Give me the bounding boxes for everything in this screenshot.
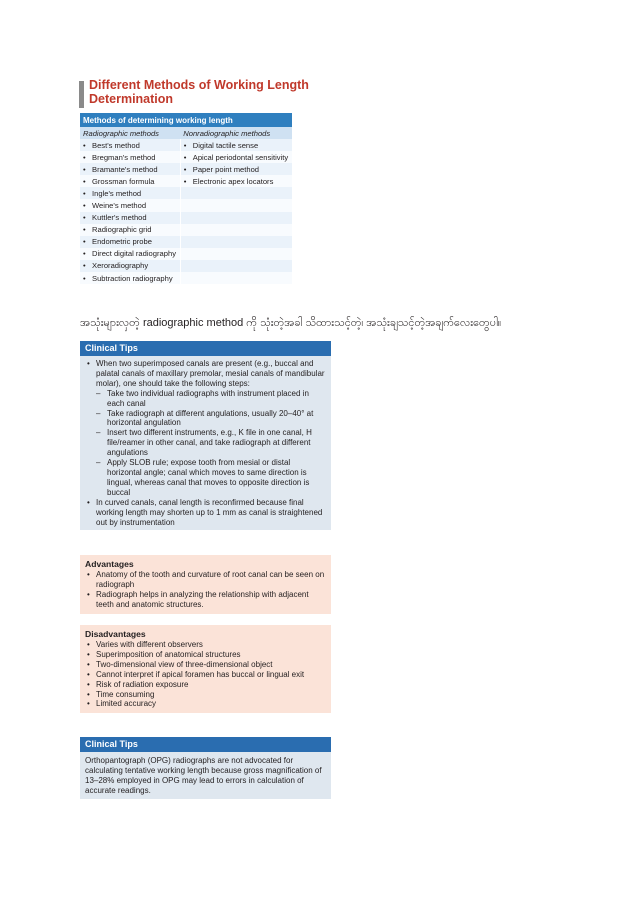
table-row bbox=[80, 236, 292, 248]
bullet-icon: • bbox=[83, 213, 86, 223]
dash-icon: – bbox=[96, 428, 101, 438]
bullet-icon: • bbox=[183, 164, 187, 174]
list-item-text: Time consuming bbox=[96, 689, 155, 699]
nonradiographic-method-cell bbox=[180, 212, 292, 224]
tip-text: Take radiograph at different angulations, usually 20–40° at horizontal angulation bbox=[107, 408, 314, 428]
method-name: Direct digital radiography bbox=[92, 249, 176, 259]
method-name: Digital tactile sense bbox=[192, 140, 259, 150]
list-item bbox=[85, 680, 326, 690]
disadvantages-box bbox=[80, 625, 331, 713]
table-row bbox=[80, 260, 292, 272]
nonradiographic-method-cell bbox=[180, 151, 292, 163]
clinical-tips-title: Clinical Tips bbox=[80, 341, 331, 356]
tip-text: When two superimposed canals are present (e.g., buccal and palatal canals of maxillary premolar, mesial canals of mandibular molar), one should take the following steps: bbox=[96, 359, 325, 388]
methods-table-title: Methods of determining working length bbox=[80, 113, 292, 127]
method-name: Endometric probe bbox=[92, 237, 152, 247]
list-item bbox=[85, 640, 326, 650]
bullet-icon: • bbox=[87, 699, 90, 709]
clinical-tips-box-1 bbox=[80, 341, 331, 530]
list-item bbox=[85, 660, 326, 670]
method-name: Grossman formula bbox=[92, 176, 155, 186]
bullet-icon: • bbox=[87, 589, 90, 599]
radiographic-method-cell bbox=[80, 248, 180, 260]
radiographic-method-cell bbox=[80, 236, 180, 248]
list-item bbox=[85, 699, 326, 709]
radiographic-method-cell bbox=[80, 212, 180, 224]
bullet-icon: • bbox=[83, 249, 86, 259]
sub-item bbox=[85, 428, 326, 458]
nonradiographic-method-cell bbox=[180, 260, 292, 272]
method-name: Best's method bbox=[92, 140, 140, 150]
method-name: Bramante's method bbox=[92, 164, 158, 174]
methods-table bbox=[80, 113, 292, 284]
sub-item bbox=[85, 458, 326, 498]
list-item-text: Cannot interpret if apical foramen has buccal or lingual exit bbox=[96, 669, 305, 679]
method-name: Ingle's method bbox=[92, 188, 142, 198]
section-heading-block bbox=[79, 79, 309, 109]
table-row bbox=[80, 212, 292, 224]
bullet-icon: • bbox=[83, 225, 86, 235]
table-row bbox=[80, 151, 292, 163]
col-header-nonradiographic: Nonradiographic methods bbox=[180, 127, 292, 139]
table-row bbox=[80, 187, 292, 199]
list-item bbox=[85, 590, 326, 610]
bullet-icon: • bbox=[83, 164, 86, 174]
method-name: Kuttler's method bbox=[92, 213, 147, 223]
bullet-icon: • bbox=[83, 237, 86, 247]
bullet-icon: • bbox=[87, 679, 90, 689]
bullet-icon: • bbox=[83, 201, 86, 211]
bullet-icon: • bbox=[83, 261, 86, 271]
nonradiographic-method-cell bbox=[180, 224, 292, 236]
method-name: Subtraction radiography bbox=[92, 273, 173, 283]
list-item bbox=[85, 570, 326, 590]
disadvantages-title: Disadvantages bbox=[85, 629, 146, 639]
table-row bbox=[80, 175, 292, 187]
bullet-icon: • bbox=[183, 176, 187, 186]
list-item bbox=[85, 690, 326, 700]
method-name: Bregman's method bbox=[92, 152, 156, 162]
bullet-icon: • bbox=[183, 152, 187, 162]
radiographic-method-cell bbox=[80, 151, 180, 163]
radiographic-method-cell bbox=[80, 199, 180, 211]
radiographic-method-cell bbox=[80, 163, 180, 175]
nonradiographic-method-cell bbox=[180, 163, 292, 175]
list-item-text: Superimposition of anatomical structures bbox=[96, 649, 241, 659]
list-item-text: Two-dimensional view of three-dimensional object bbox=[96, 659, 273, 669]
method-name: Electronic apex locators bbox=[192, 176, 274, 186]
bullet-icon: • bbox=[87, 669, 90, 679]
bullet-icon: • bbox=[87, 649, 90, 659]
list-item-text: Anatomy of the tooth and curvature of root canal can be seen on radiograph bbox=[96, 570, 325, 589]
dash-icon: – bbox=[96, 458, 101, 468]
method-name: Xeroradiography bbox=[92, 261, 149, 271]
list-item bbox=[85, 359, 326, 389]
tip-text: Apply SLOB rule; expose tooth from mesial or distal horizontal angle; canal which moves to same direction is lingual, whereas canal that moves to opposite direction is buccal bbox=[107, 458, 310, 497]
advantages-box bbox=[80, 555, 331, 614]
radiographic-method-cell bbox=[80, 260, 180, 272]
bullet-icon: • bbox=[83, 176, 86, 186]
section-heading: Different Methods of Working Length Determination bbox=[89, 78, 309, 106]
clinical-tips-title: Clinical Tips bbox=[80, 737, 331, 752]
method-name: Weine's method bbox=[92, 201, 147, 211]
nonradiographic-method-cell bbox=[180, 139, 292, 151]
tip-text: Take two individual radiographs with instrument placed in each canal bbox=[107, 388, 309, 408]
bullet-icon: • bbox=[83, 273, 86, 283]
list-item bbox=[85, 498, 326, 528]
method-name: Paper point method bbox=[192, 164, 260, 174]
list-item bbox=[85, 650, 326, 660]
table-row bbox=[80, 199, 292, 211]
nonradiographic-method-cell bbox=[180, 272, 292, 284]
bullet-icon: • bbox=[83, 188, 86, 198]
table-row bbox=[80, 272, 292, 284]
dash-icon: – bbox=[96, 408, 101, 418]
radiographic-method-cell bbox=[80, 187, 180, 199]
method-name: Radiographic grid bbox=[92, 225, 152, 235]
list-item bbox=[85, 670, 326, 680]
col-header-radiographic: Radiographic methods bbox=[80, 127, 180, 139]
tip-paragraph: Orthopantograph (OPG) radiographs are not advocated for calculating tentative working length because gross magnification of 13–28% employed in OPG may lead to errors in calculation of accurate readings. bbox=[85, 756, 322, 795]
heading-accent-bar bbox=[79, 81, 84, 108]
sub-item bbox=[85, 389, 326, 409]
nonradiographic-method-cell bbox=[180, 187, 292, 199]
dash-icon: – bbox=[96, 388, 101, 398]
radiographic-method-cell bbox=[80, 139, 180, 151]
burmese-note: အသုံးများလှတဲ့ radiographic method ကို သုံးတဲ့အခါ သိထားသင့်တဲ့၊ အသုံးချသင့်တဲ့အချက်လေးတွေပါ။ bbox=[80, 317, 502, 329]
bullet-icon: • bbox=[87, 359, 90, 368]
list-item-text: Radiograph helps in analyzing the relationship with adjacent teeth and anatomic structures. bbox=[96, 589, 309, 609]
table-row bbox=[80, 163, 292, 175]
sub-item bbox=[85, 409, 326, 429]
clinical-tips-box-2 bbox=[80, 737, 331, 799]
nonradiographic-method-cell bbox=[180, 248, 292, 260]
nonradiographic-method-cell bbox=[180, 175, 292, 187]
tip-text: Insert two different instruments, e.g., K file in one canal, H file/reamer in other canal, and take radiograph at different angulations bbox=[107, 428, 312, 458]
table-row bbox=[80, 248, 292, 260]
table-row bbox=[80, 224, 292, 236]
advantages-title: Advantages bbox=[85, 559, 134, 569]
table-row bbox=[80, 139, 292, 151]
nonradiographic-method-cell bbox=[180, 236, 292, 248]
bullet-icon: • bbox=[87, 640, 90, 649]
list-item-text: Varies with different observers bbox=[96, 640, 203, 649]
bullet-icon: • bbox=[87, 689, 90, 699]
list-item-text: Risk of radiation exposure bbox=[96, 679, 189, 689]
bullet-icon: • bbox=[83, 152, 86, 162]
radiographic-method-cell bbox=[80, 224, 180, 236]
bullet-icon: • bbox=[87, 570, 90, 579]
radiographic-method-cell bbox=[80, 272, 180, 284]
radiographic-method-cell bbox=[80, 175, 180, 187]
list-item-text: Limited accuracy bbox=[96, 699, 157, 709]
bullet-icon: • bbox=[87, 497, 90, 507]
tip-text: In curved canals, canal length is reconfirmed because final working length may shorten up to 1 mm as canal is straightened out by instrumentation bbox=[96, 497, 323, 527]
bullet-icon: • bbox=[83, 140, 86, 150]
bullet-icon: • bbox=[183, 140, 187, 150]
bullet-icon: • bbox=[87, 659, 90, 669]
method-name: Apical periodontal sensitivity bbox=[192, 152, 289, 162]
nonradiographic-method-cell bbox=[180, 199, 292, 211]
